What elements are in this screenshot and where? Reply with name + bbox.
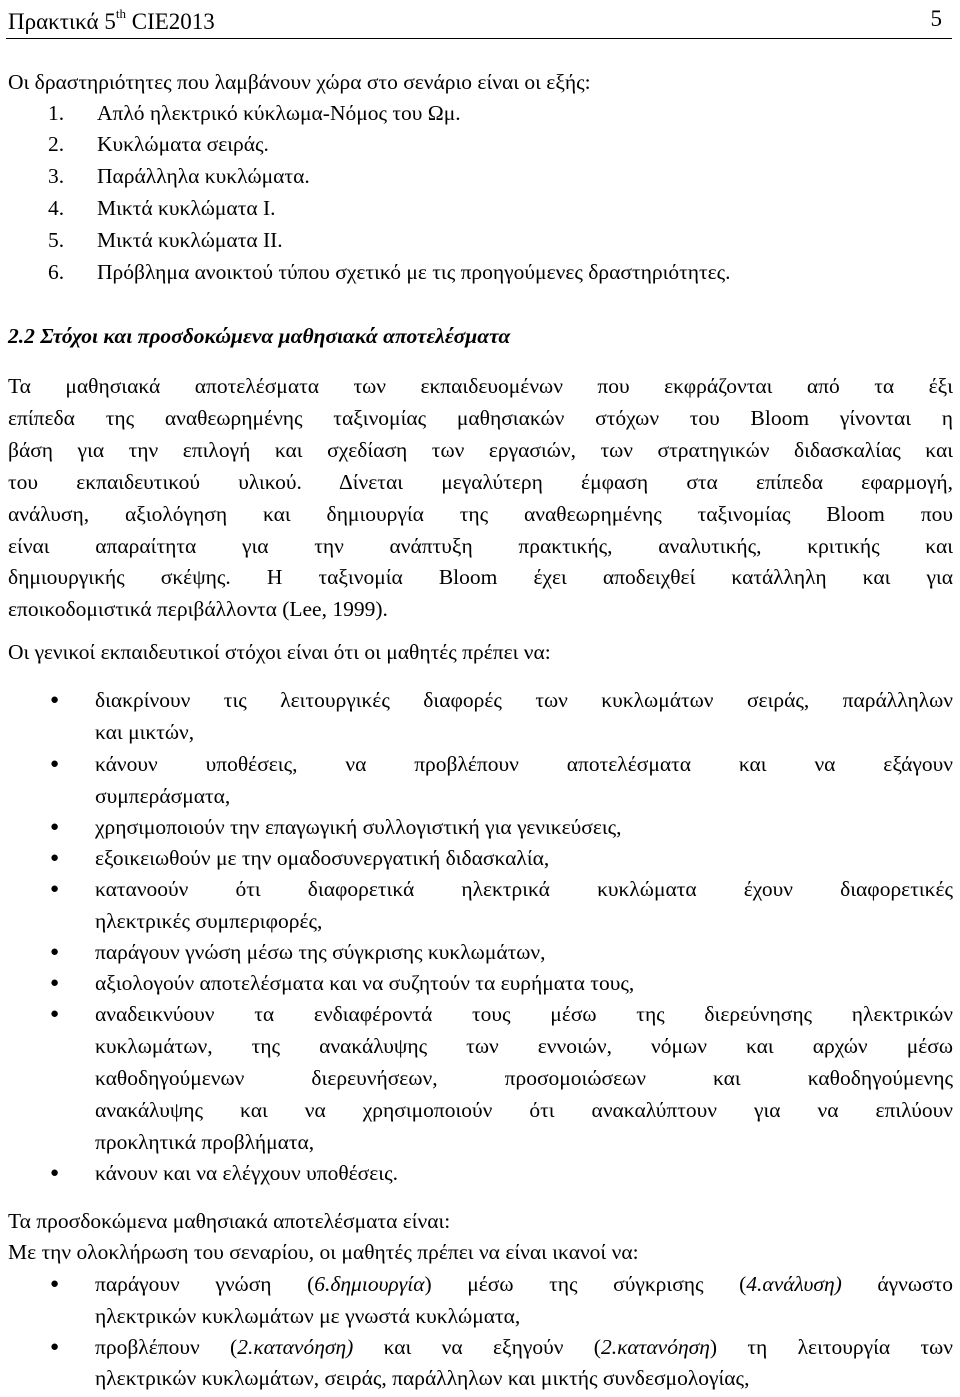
list-item-number: 4. (48, 196, 65, 220)
list-item: κατανοούν ότι διαφορετικά ηλεκτρικά κυκλώματα έχουν διαφορετικές (95, 877, 953, 901)
list-item-number: 6. (48, 260, 65, 284)
activities-intro: Οι δραστηριότητες που λαμβάνουν χώρα στο σενάριο είναι οι εξής: (8, 70, 591, 94)
paragraph-line: ανάλυση, αξιολόγηση και δημιουργία της αναθεωρημένης ταξινομίας Bloom που (8, 502, 953, 526)
list-item: προβλέπουν (2.κατανόηση) και να εξηγούν (2.κατανόηση) τη λειτουργία των (95, 1335, 954, 1359)
bullet-icon: ● (50, 850, 60, 866)
list-item: Κυκλώματα σειράς. (97, 132, 269, 156)
list-item: Απλό ηλεκτρικό κύκλωμα-Νόμος του Ωμ. (97, 101, 461, 125)
list-item-number: 1. (48, 101, 65, 125)
list-item: ανακάλυψης και να χρησιμοποιούν ότι ανακαλύπτουν για να επιλύουν (95, 1098, 953, 1122)
list-item: εξοικειωθούν με την ομαδοσυνεργατική διδασκαλία, (95, 846, 550, 870)
list-item: συμπεράσματα, (95, 784, 231, 808)
bullet-icon: ● (50, 1339, 60, 1355)
list-item: αξιολογούν αποτελέσματα και να συζητούν τα ευρήματα τους, (95, 971, 635, 995)
page-header-title: Πρακτικά 5th CIE2013 (8, 6, 215, 34)
outcomes-intro: Με την ολοκλήρωση του σεναρίου, οι μαθητές πρέπει να είναι ικανοί να: (8, 1240, 639, 1264)
list-item: ηλεκτρικές συμπεριφορές, (95, 909, 323, 933)
paragraph-line: Τα μαθησιακά αποτελέσματα των εκπαιδευομένων που εκφράζονται από τα έξι (8, 374, 953, 398)
bullet-icon: ● (50, 1276, 60, 1292)
paragraph-line: του εκπαιδευτικού υλικού. Δίνεται μεγαλύτερη έμφαση στα επίπεδα εφαρμογή, (8, 470, 953, 494)
list-item: διακρίνουν τις λειτουργικές διαφορές των κυκλωμάτων σειράς, παράλληλων (95, 688, 953, 712)
list-item: Παράλληλα κυκλώματα. (97, 164, 310, 188)
list-item: κάνουν υποθέσεις, να προβλέπουν αποτελέσματα και να εξάγουν (95, 752, 953, 776)
list-item: Μικτά κυκλώματα Ι. (97, 196, 276, 220)
list-item: Μικτά κυκλώματα ΙΙ. (97, 228, 283, 252)
list-item: προκλητικά προβλήματα, (95, 1130, 315, 1154)
list-item: κάνουν και να ελέγχουν υποθέσεις. (95, 1161, 398, 1185)
list-item: κυκλωμάτων, της ανακάλυψης των εννοιών, νόμων και αρχών μέσω (95, 1034, 953, 1058)
section-heading: 2.2 Στόχοι και προσδοκώμενα μαθησιακά αποτελέσματα (8, 324, 511, 348)
header-divider (6, 38, 952, 39)
list-item-number: 2. (48, 132, 65, 156)
list-item: ηλεκτρικών κυκλωμάτων με γνωστά κυκλώματα, (95, 1304, 521, 1328)
list-item: χρησιμοποιούν την επαγωγική συλλογιστική για γενικεύσεις, (95, 815, 622, 839)
list-item: παράγουν γνώση (6.δημιουργία) μέσω της σύγκρισης (4.ανάλυση) άγνωστο (95, 1272, 953, 1296)
outcomes-title: Τα προσδοκώμενα μαθησιακά αποτελέσματα είναι: (8, 1209, 451, 1233)
goals-intro: Οι γενικοί εκπαιδευτικοί στόχοι είναι ότι οι μαθητές πρέπει να: (8, 640, 551, 664)
list-item: και μικτών, (95, 720, 195, 744)
list-item-number: 3. (48, 164, 65, 188)
bullet-icon: ● (50, 944, 60, 960)
bullet-icon: ● (50, 881, 60, 897)
list-item: Πρόβλημα ανοικτού τύπου σχετικό με τις προηγούμενες δραστηριότητες. (97, 260, 731, 284)
page-number: 5 (930, 6, 942, 31)
paragraph-line: είναι απαραίτητα για την ανάπτυξη πρακτικής, αναλυτικής, κριτικής και (8, 534, 953, 558)
paragraph-line: βάση για την επιλογή και σχεδίαση των εργασιών, των στρατηγικών διδασκαλίας και (8, 438, 953, 462)
list-item: αναδεικνύουν τα ενδιαφέροντά τους μέσω της διερεύνησης ηλεκτρικών (95, 1002, 953, 1026)
paragraph-line: δημιουργικής σκέψης. Η ταξινομία Bloom έχει αποδειχθεί κατάλληλη και για (8, 565, 953, 589)
list-item: καθοδηγούμενων διερευνήσεων, προσομοιώσεων και καθοδηγούμενης (95, 1066, 953, 1090)
bullet-icon: ● (50, 1165, 60, 1181)
list-item: ηλεκτρικών κυκλωμάτων, σειράς, παράλληλων και μικτής συνδεσμολογίας, (95, 1366, 750, 1390)
list-item: παράγουν γνώση μέσω της σύγκρισης κυκλωμάτων, (95, 940, 546, 964)
paragraph-line: επίπεδα της αναθεωρημένης ταξινομίας μαθησιακών στόχων του Bloom γίνονται η (8, 406, 953, 430)
bullet-icon: ● (50, 1006, 60, 1022)
bullet-icon: ● (50, 692, 60, 708)
list-item-number: 5. (48, 228, 65, 252)
bullet-icon: ● (50, 756, 60, 772)
paragraph-line: εποικοδομιστικά περιβάλλοντα (Lee, 1999). (8, 597, 388, 621)
bullet-icon: ● (50, 975, 60, 991)
bullet-icon: ● (50, 819, 60, 835)
